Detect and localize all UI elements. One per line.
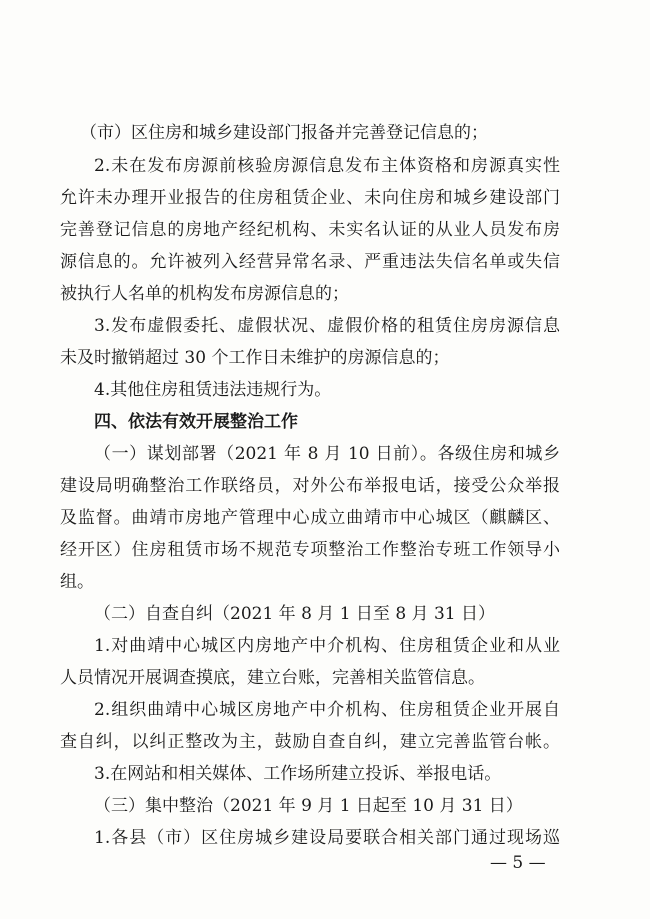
text-line: 2.未在发布房源前核验房源信息发布主体资格和房源真实性 <box>94 156 560 176</box>
subsection-heading: （三）集中整治（2021 年 9 月 1 日起至 10 月 31 日） <box>94 796 523 816</box>
text-line: 允许未办理开业报告的住房租赁企业、未向住房和城乡建设部门 <box>60 188 560 208</box>
text-line: 人员情况开展调查摸底，建立台账，完善相关监管信息。 <box>60 668 485 688</box>
text-line: 查自纠，以纠正整改为主，鼓励自查自纠，建立完善监管台帐。 <box>60 732 560 752</box>
text-line: 3.发布虚假委托、虚假状况、虚假价格的租赁住房房源信息 <box>94 316 560 336</box>
text-line: 2.组织曲靖中心城区房地产中介机构、住房租赁企业开展自 <box>94 700 560 720</box>
text-line: 1.对曲靖中心城区内房地产中介机构、住房租赁企业和从业 <box>94 636 560 656</box>
text-line: 被执行人名单的机构发布房源信息的； <box>60 284 349 304</box>
text-line: 及监督。曲靖市房地产管理中心成立曲靖市中心城区（麒麟区、 <box>60 508 560 528</box>
text-line: （市）区住房和城乡建设部门报备并完善登记信息的； <box>80 123 488 143</box>
text-line: 未及时撤销超过 30 个工作日未维护的房源信息的； <box>60 348 450 368</box>
text-line: 1.各县（市）区住房城乡建设局要联合相关部门通过现场巡 <box>94 828 560 848</box>
text-line: 3.在网站和相关媒体、工作场所建立投诉、举报电话。 <box>94 764 502 784</box>
page-number: — 5 — <box>490 853 546 873</box>
text-line: 4.其他住房租赁违法违规行为。 <box>94 380 332 400</box>
text-line: 组。 <box>60 572 94 592</box>
text-line: 建设局明确整治工作联络员，对外公布举报电话，接受公众举报 <box>60 476 560 496</box>
text-line: 经开区）住房租赁市场不规范专项整治工作整治专班工作领导小 <box>60 540 560 560</box>
subsection-heading: （二）自查自纠（2021 年 8 月 1 日至 8 月 31 日） <box>94 604 495 624</box>
text-line: （一）谋划部署（2021 年 8 月 10 日前）。各级住房和城乡 <box>94 444 560 464</box>
text-line: 源信息的。允许被列入经营异常名录、严重违法失信名单或失信 <box>60 252 560 272</box>
section-heading: 四、依法有效开展整治工作 <box>94 412 298 432</box>
text-line: 完善登记信息的房地产经纪机构、未实名认证的从业人员发布房 <box>60 220 560 240</box>
